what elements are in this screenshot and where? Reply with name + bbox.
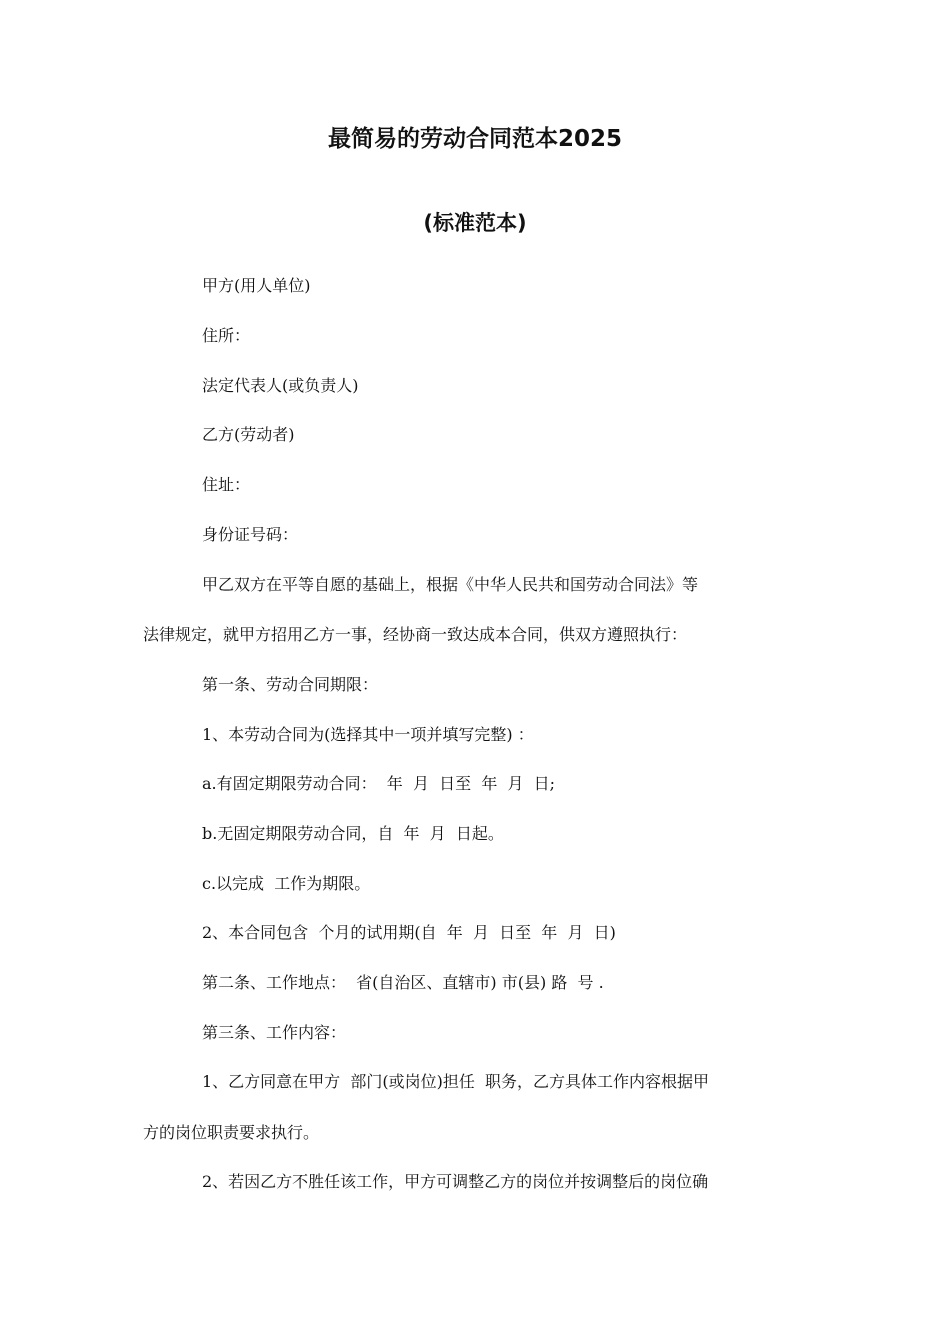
article-3-clause-1-line-2: 方的岗位职责要求执行。 [143, 1123, 320, 1142]
article-1-clause-2-probation: 2、本合同包含 个月的试用期(自 年 月 日至 年 月 日) [202, 923, 616, 942]
preamble-line-2: 法律规定，就甲方招用乙方一事，经协商一致达成本合同，供双方遵照执行： [143, 625, 688, 644]
party-b-address-label: 住址： [202, 475, 251, 494]
article-3-clause-1-line-1: 1、乙方同意在甲方 部门(或岗位)担任 职务，乙方具体工作内容根据甲 [202, 1072, 710, 1091]
article-1-heading: 第一条、劳动合同期限： [202, 675, 379, 694]
option-c-task-term: c.以完成 工作为期限。 [202, 874, 371, 893]
article-3-heading: 第三条、工作内容： [202, 1023, 347, 1042]
option-b-open-term: b.无固定期限劳动合同，自 年 月 日起。 [202, 824, 504, 843]
option-a-fixed-term: a.有固定期限劳动合同： 年 月 日至 年 月 日; [202, 774, 556, 793]
document-title: 最简易的劳动合同范本2025 [327, 126, 622, 152]
article-2-work-location: 第二条、工作地点： 省(自治区、直辖市) 市(县) 路 号 . [202, 973, 604, 992]
article-3-clause-2-line-1: 2、若因乙方不胜任该工作，甲方可调整乙方的岗位并按调整后的岗位确 [202, 1172, 709, 1191]
party-a-label: 甲方(用人单位) [202, 276, 311, 295]
article-1-clause-1: 1、本劳动合同为(选择其中一项并填写完整) ： [202, 725, 534, 744]
id-number-label: 身份证号码： [202, 525, 299, 544]
document-subtitle: (标准范本) [423, 211, 527, 235]
preamble-line-1: 甲乙双方在平等自愿的基础上，根据《中华人民共和国劳动合同法》等 [202, 575, 699, 594]
party-a-address-label: 住所： [202, 326, 251, 345]
legal-representative-label: 法定代表人(或负责人) [202, 376, 359, 395]
party-b-label: 乙方(劳动者) [202, 425, 295, 444]
